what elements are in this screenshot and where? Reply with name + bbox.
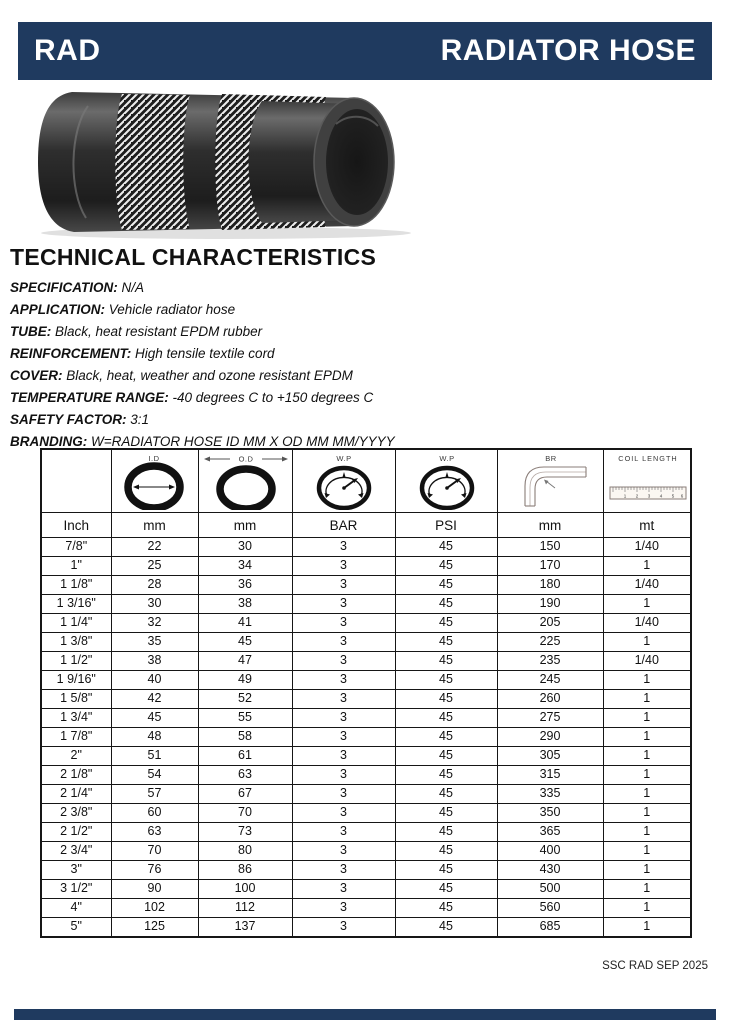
table-cell: 2 3/8" bbox=[41, 804, 111, 823]
table-cell: 335 bbox=[497, 785, 603, 804]
table-cell: 3 bbox=[292, 671, 395, 690]
table-cell: 45 bbox=[395, 785, 497, 804]
spec-table bbox=[40, 448, 692, 938]
table-row bbox=[41, 633, 691, 652]
table-cell: 315 bbox=[497, 766, 603, 785]
table-row bbox=[41, 747, 691, 766]
table-cell: 1 bbox=[603, 823, 691, 842]
unit-cell: BAR bbox=[292, 513, 395, 538]
table-cell: 365 bbox=[497, 823, 603, 842]
table-cell: 1 bbox=[603, 690, 691, 709]
table-cell: 1 bbox=[603, 861, 691, 880]
table-cell: 305 bbox=[497, 747, 603, 766]
table-cell: 4" bbox=[41, 899, 111, 918]
table-cell: 260 bbox=[497, 690, 603, 709]
table-cell: 1 1/8" bbox=[41, 576, 111, 595]
table-cell: 63 bbox=[111, 823, 198, 842]
table-cell: 45 bbox=[395, 538, 497, 557]
table-cell: 45 bbox=[395, 899, 497, 918]
spec-label: TEMPERATURE RANGE: bbox=[10, 390, 173, 405]
table-row bbox=[41, 557, 691, 576]
page-title: RADIATOR HOSE bbox=[440, 34, 696, 67]
table-cell: 3 bbox=[292, 823, 395, 842]
table-row bbox=[41, 595, 691, 614]
table-cell: 430 bbox=[497, 861, 603, 880]
table-cell: 3 bbox=[292, 747, 395, 766]
table-cell: 1 3/4" bbox=[41, 709, 111, 728]
table-cell: 57 bbox=[111, 785, 198, 804]
table-cell: 2" bbox=[41, 747, 111, 766]
spec-table-body bbox=[41, 538, 691, 938]
table-cell: 30 bbox=[198, 538, 292, 557]
pressure-gauge-icon bbox=[396, 452, 498, 510]
spec-line bbox=[10, 435, 650, 449]
table-cell: 225 bbox=[497, 633, 603, 652]
table-cell: 3 bbox=[292, 918, 395, 938]
unit-cell: mm bbox=[111, 513, 198, 538]
table-cell: 1 bbox=[603, 842, 691, 861]
table-cell: 38 bbox=[111, 652, 198, 671]
table-cell: 3 bbox=[292, 899, 395, 918]
table-cell: 3 bbox=[292, 652, 395, 671]
spec-label: BRANDING: bbox=[10, 434, 91, 449]
svg-text:4: 4 bbox=[659, 493, 662, 499]
table-cell: 3 bbox=[292, 842, 395, 861]
table-cell: 90 bbox=[111, 880, 198, 899]
table-cell: 45 bbox=[198, 633, 292, 652]
table-row bbox=[41, 614, 691, 633]
table-row bbox=[41, 709, 691, 728]
table-row bbox=[41, 861, 691, 880]
pressure-gauge-icon bbox=[293, 452, 396, 510]
table-cell: 51 bbox=[111, 747, 198, 766]
table-cell: 47 bbox=[198, 652, 292, 671]
table-cell: 45 bbox=[395, 614, 497, 633]
table-cell: 38 bbox=[198, 595, 292, 614]
table-cell: 45 bbox=[395, 728, 497, 747]
svg-text:1: 1 bbox=[623, 493, 626, 499]
table-row bbox=[41, 671, 691, 690]
bottom-accent-bar bbox=[14, 1009, 716, 1020]
svg-text:6: 6 bbox=[680, 493, 683, 499]
table-cell: 1 bbox=[603, 880, 691, 899]
table-cell: 45 bbox=[395, 595, 497, 614]
table-cell: 41 bbox=[198, 614, 292, 633]
table-cell: 1/40 bbox=[603, 538, 691, 557]
table-cell: 28 bbox=[111, 576, 198, 595]
od-label: O.D bbox=[238, 454, 253, 464]
id-label: I.D bbox=[148, 454, 160, 463]
table-cell: 86 bbox=[198, 861, 292, 880]
table-cell: 42 bbox=[111, 690, 198, 709]
spec-value: Black, heat, weather and ozone resistant EPDM bbox=[66, 368, 353, 383]
table-cell: 1 7/8" bbox=[41, 728, 111, 747]
spec-line bbox=[10, 391, 650, 405]
bend-radius-icon bbox=[498, 452, 604, 510]
table-unit-row bbox=[41, 513, 691, 538]
table-cell: 40 bbox=[111, 671, 198, 690]
header-bar bbox=[18, 22, 712, 80]
table-row bbox=[41, 842, 691, 861]
table-cell: 1/40 bbox=[603, 576, 691, 595]
wp-bar-header-cell bbox=[292, 449, 395, 513]
table-cell: 1 1/4" bbox=[41, 614, 111, 633]
product-code: RAD bbox=[34, 34, 101, 67]
table-cell: 112 bbox=[198, 899, 292, 918]
wp-psi-header-cell bbox=[395, 449, 497, 513]
table-cell: 1 bbox=[603, 709, 691, 728]
unit-cell: mt bbox=[603, 513, 691, 538]
spec-label: REINFORCEMENT: bbox=[10, 346, 135, 361]
table-cell: 45 bbox=[395, 918, 497, 938]
unit-cell: mm bbox=[198, 513, 292, 538]
coil-length-header-cell bbox=[603, 449, 691, 513]
table-cell: 45 bbox=[395, 880, 497, 899]
table-cell: 1 bbox=[603, 728, 691, 747]
table-cell: 350 bbox=[497, 804, 603, 823]
spec-line bbox=[10, 303, 650, 317]
table-cell: 3 bbox=[292, 766, 395, 785]
spec-line bbox=[10, 369, 650, 383]
table-cell: 45 bbox=[395, 709, 497, 728]
table-row bbox=[41, 899, 691, 918]
table-cell: 190 bbox=[497, 595, 603, 614]
table-cell: 150 bbox=[497, 538, 603, 557]
spec-value: 3:1 bbox=[130, 412, 150, 427]
table-cell: 1 bbox=[603, 557, 691, 576]
table-cell: 32 bbox=[111, 614, 198, 633]
table-cell: 60 bbox=[111, 804, 198, 823]
table-cell: 3 bbox=[292, 595, 395, 614]
table-cell: 290 bbox=[497, 728, 603, 747]
table-cell: 100 bbox=[198, 880, 292, 899]
spec-value: N/A bbox=[121, 280, 145, 295]
table-cell: 275 bbox=[497, 709, 603, 728]
table-row bbox=[41, 823, 691, 842]
id-ring-icon bbox=[112, 452, 197, 510]
table-cell: 1" bbox=[41, 557, 111, 576]
table-cell: 70 bbox=[198, 804, 292, 823]
table-cell: 80 bbox=[198, 842, 292, 861]
table-row bbox=[41, 918, 691, 938]
table-cell: 1 3/16" bbox=[41, 595, 111, 614]
table-cell: 1 9/16" bbox=[41, 671, 111, 690]
table-cell: 30 bbox=[111, 595, 198, 614]
spec-line bbox=[10, 413, 650, 427]
table-cell: 22 bbox=[111, 538, 198, 557]
table-cell: 3 bbox=[292, 804, 395, 823]
unit-cell: mm bbox=[497, 513, 603, 538]
table-cell: 1 bbox=[603, 595, 691, 614]
table-cell: 7/8" bbox=[41, 538, 111, 557]
table-cell: 500 bbox=[497, 880, 603, 899]
table-row bbox=[41, 652, 691, 671]
table-cell: 73 bbox=[198, 823, 292, 842]
id-header-cell bbox=[111, 449, 198, 513]
table-cell: 61 bbox=[198, 747, 292, 766]
table-cell: 1 bbox=[603, 766, 691, 785]
table-cell: 400 bbox=[497, 842, 603, 861]
table-cell: 67 bbox=[198, 785, 292, 804]
table-cell: 45 bbox=[395, 671, 497, 690]
wp-bar-label: W.P bbox=[335, 454, 352, 463]
unit-cell: Inch bbox=[41, 513, 111, 538]
table-cell: 34 bbox=[198, 557, 292, 576]
br-label: BR bbox=[544, 454, 557, 463]
table-cell: 48 bbox=[111, 728, 198, 747]
table-cell: 3 bbox=[292, 557, 395, 576]
table-cell: 36 bbox=[198, 576, 292, 595]
table-cell: 45 bbox=[395, 804, 497, 823]
table-cell: 1 bbox=[603, 747, 691, 766]
document-reference: SSC RAD SEP 2025 bbox=[602, 960, 708, 972]
table-cell: 205 bbox=[497, 614, 603, 633]
spec-label: SPECIFICATION: bbox=[10, 280, 122, 295]
table-cell: 1 3/8" bbox=[41, 633, 111, 652]
table-cell: 55 bbox=[198, 709, 292, 728]
table-cell: 45 bbox=[395, 747, 497, 766]
table-cell: 3 bbox=[292, 728, 395, 747]
spec-value: W=RADIATOR HOSE ID MM X OD MM MM/YYYY bbox=[91, 434, 395, 449]
table-cell: 1 5/8" bbox=[41, 690, 111, 709]
table-cell: 560 bbox=[497, 899, 603, 918]
wp-psi-label: W.P bbox=[438, 454, 455, 463]
table-cell: 180 bbox=[497, 576, 603, 595]
table-row bbox=[41, 576, 691, 595]
spec-line bbox=[10, 325, 650, 339]
od-ring-icon bbox=[199, 452, 293, 510]
svg-text:5: 5 bbox=[671, 493, 674, 499]
table-row bbox=[41, 804, 691, 823]
table-cell: 137 bbox=[198, 918, 292, 938]
spec-label: SAFETY FACTOR: bbox=[10, 412, 131, 427]
table-cell: 685 bbox=[497, 918, 603, 938]
table-cell: 70 bbox=[111, 842, 198, 861]
radiator-hose-image bbox=[26, 86, 424, 242]
svg-text:3: 3 bbox=[647, 493, 650, 499]
coil-length-label: COIL LENGTH bbox=[617, 454, 678, 463]
table-cell: 1 bbox=[603, 918, 691, 938]
spec-label: TUBE: bbox=[10, 324, 55, 339]
table-cell: 102 bbox=[111, 899, 198, 918]
spec-value: Vehicle radiator hose bbox=[108, 302, 236, 317]
table-cell: 45 bbox=[395, 576, 497, 595]
svg-text:2: 2 bbox=[635, 493, 638, 499]
table-cell: 3 bbox=[292, 880, 395, 899]
table-cell: 235 bbox=[497, 652, 603, 671]
spec-value: High tensile textile cord bbox=[135, 346, 275, 361]
table-cell: 170 bbox=[497, 557, 603, 576]
table-cell: 45 bbox=[111, 709, 198, 728]
table-cell: 5" bbox=[41, 918, 111, 938]
table-icon-row bbox=[41, 449, 691, 513]
table-cell: 3 bbox=[292, 785, 395, 804]
table-row bbox=[41, 728, 691, 747]
table-cell: 45 bbox=[395, 633, 497, 652]
table-row bbox=[41, 785, 691, 804]
table-cell: 3 bbox=[292, 538, 395, 557]
table-cell: 58 bbox=[198, 728, 292, 747]
table-cell: 54 bbox=[111, 766, 198, 785]
table-cell: 76 bbox=[111, 861, 198, 880]
table-cell: 2 1/2" bbox=[41, 823, 111, 842]
table-cell: 3 bbox=[292, 861, 395, 880]
table-cell: 1 1/2" bbox=[41, 652, 111, 671]
table-cell: 45 bbox=[395, 842, 497, 861]
table-cell: 45 bbox=[395, 861, 497, 880]
table-cell: 3 1/2" bbox=[41, 880, 111, 899]
table-cell: 3 bbox=[292, 709, 395, 728]
empty-header-cell bbox=[41, 449, 111, 513]
table-cell: 45 bbox=[395, 823, 497, 842]
table-cell: 45 bbox=[395, 557, 497, 576]
table-cell: 1 bbox=[603, 785, 691, 804]
br-header-cell bbox=[497, 449, 603, 513]
table-cell: 3 bbox=[292, 576, 395, 595]
table-cell: 45 bbox=[395, 652, 497, 671]
table-row bbox=[41, 538, 691, 557]
table-cell: 45 bbox=[395, 766, 497, 785]
table-cell: 25 bbox=[111, 557, 198, 576]
table-row bbox=[41, 880, 691, 899]
spec-value: Black, heat resistant EPDM rubber bbox=[55, 324, 263, 339]
table-row bbox=[41, 690, 691, 709]
ruler-icon bbox=[604, 452, 692, 510]
spec-line bbox=[10, 347, 650, 361]
table-cell: 45 bbox=[395, 690, 497, 709]
spec-value: -40 degrees C to +150 degrees C bbox=[172, 390, 374, 405]
table-cell: 3 bbox=[292, 633, 395, 652]
section-title: TECHNICAL CHARACTERISTICS bbox=[10, 244, 377, 270]
table-cell: 2 1/4" bbox=[41, 785, 111, 804]
table-cell: 1/40 bbox=[603, 614, 691, 633]
table-cell: 3" bbox=[41, 861, 111, 880]
od-header-cell bbox=[198, 449, 292, 513]
table-cell: 1 bbox=[603, 671, 691, 690]
spec-label: COVER: bbox=[10, 368, 67, 383]
table-row bbox=[41, 766, 691, 785]
table-cell: 1 bbox=[603, 804, 691, 823]
table-cell: 63 bbox=[198, 766, 292, 785]
spec-line bbox=[10, 281, 650, 295]
table-cell: 1 bbox=[603, 633, 691, 652]
table-cell: 245 bbox=[497, 671, 603, 690]
spec-label: APPLICATION: bbox=[10, 302, 109, 317]
table-cell: 3 bbox=[292, 614, 395, 633]
table-cell: 1 bbox=[603, 899, 691, 918]
table-cell: 52 bbox=[198, 690, 292, 709]
spec-list bbox=[10, 281, 650, 457]
table-cell: 125 bbox=[111, 918, 198, 938]
table-cell: 49 bbox=[198, 671, 292, 690]
table-cell: 3 bbox=[292, 690, 395, 709]
table-cell: 2 1/8" bbox=[41, 766, 111, 785]
unit-cell: PSI bbox=[395, 513, 497, 538]
table-cell: 35 bbox=[111, 633, 198, 652]
table-cell: 2 3/4" bbox=[41, 842, 111, 861]
table-cell: 1/40 bbox=[603, 652, 691, 671]
